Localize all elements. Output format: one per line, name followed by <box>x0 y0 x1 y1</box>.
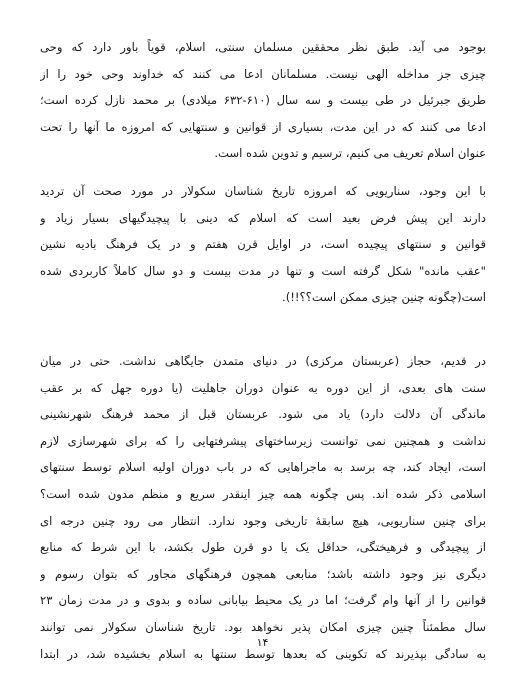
text-line: ادعا می کنند که در این مدت، بسیاری از قوانین و سنتهایی که امروزه ما آنها را تحت <box>40 119 486 134</box>
text-line: قوانین و سنتهای پیچیده است، در اوایل قرن هفتم و در یک فرهنگ بادیه نشین <box>40 237 486 252</box>
paragraph-2 <box>40 178 486 311</box>
text-line: است، ایجاد کند، چه برسد به ماجراهایی که در باب دوران اولیه اسلام توسط سنتهای <box>40 460 486 475</box>
text-line: به سادگی بپذیرند که تکوینی که بعدها توسط سنتها به اسلام بخشیده شد، در ابتدا <box>40 646 486 661</box>
text-line: با این وجود، سناریویی که امروزه تاریخ شناسان سکولار در مورد صحت آن تردید <box>40 184 486 198</box>
text-line: دارند این پیش فرض بعید است که اسلام که دینی با پیچیدگیهای بسیار زیاد و <box>40 210 486 225</box>
paragraph-3 <box>40 348 486 667</box>
text-line: از پیچیدگی و فرهیختگی، حداقل یک یا دو قرن طول بکشد، با این شرط که منابع <box>40 540 486 555</box>
text-line: دیگری نیز وجود داشته باشد؛ منابعی همچون فرهنگهای مجاور که بتوان رسوم و <box>40 566 486 581</box>
text-line: سنت های بعدی، از این دوره به عنوان دوران جاهلیت (یا دوره جهل که بر عقب <box>40 380 486 395</box>
paragraph-1 <box>40 34 486 167</box>
text-line: است(چگونه چنین چیزی ممکن است؟؟!!). <box>282 290 486 305</box>
text-line: طریق جبرئیل در طی بیست و سه سال (۶۱۰-۶۳۲ میلادی) بر محمد نازل کرده است؛ <box>40 93 486 108</box>
text-line: سال مطمئناً چنین چیزی امکان پذیر نخواهد بود. تاریخ شناسان سکولار نمی توانند <box>40 619 486 634</box>
text-line: "عقب مانده" شکل گرفته است و تنها در مدت بیست و دو سال کاملاً کاربردی شده <box>40 263 486 278</box>
text-line: اسلامی ذکر شده اند. پس چگونه همه چیز اینقدر سریع و منظم مدون شده است؟ <box>40 486 486 501</box>
text-line: برای چنین سناریویی، هیچ سابقهٔ تاریخی وجود ندارد. انتظار می رود چنین درجه ای <box>40 513 486 528</box>
text-line: بوجود می آید. طبق نظر محققین مسلمان سنتی، اسلام، قویاً باور دارد که وحی <box>40 40 486 54</box>
text-line: چیزی جز مداخله الهی نیست. مسلمانان ادعا می کنند که خداوند وحی خود را از <box>40 66 486 81</box>
text-line: ماندگی آن دلالت دارد) یاد می شود. عربستان قبل از محمد فرهنگ شهرنشینی <box>40 407 486 422</box>
text-line: قوانین را از آنها وام گرفت؛ اما در یک محیط بیابانی ساده و بدوی و در مدت زمان ۲۳ <box>40 593 486 608</box>
text-line: عنوان اسلام تعریف می کنیم، ترسیم و تدوین شده است. <box>214 146 486 161</box>
text-line: در قدیم، حجاز (عربستان مرکزی) در دنیای متمدن جایگاهی نداشت. حتی در میان <box>40 354 486 368</box>
text-line: نداشت و همچنین نمی توانست زیرساختهای پیشرفتهایی را که برای شهرسازی لازم <box>40 433 486 448</box>
page-number: ۱۴ <box>256 636 269 649</box>
